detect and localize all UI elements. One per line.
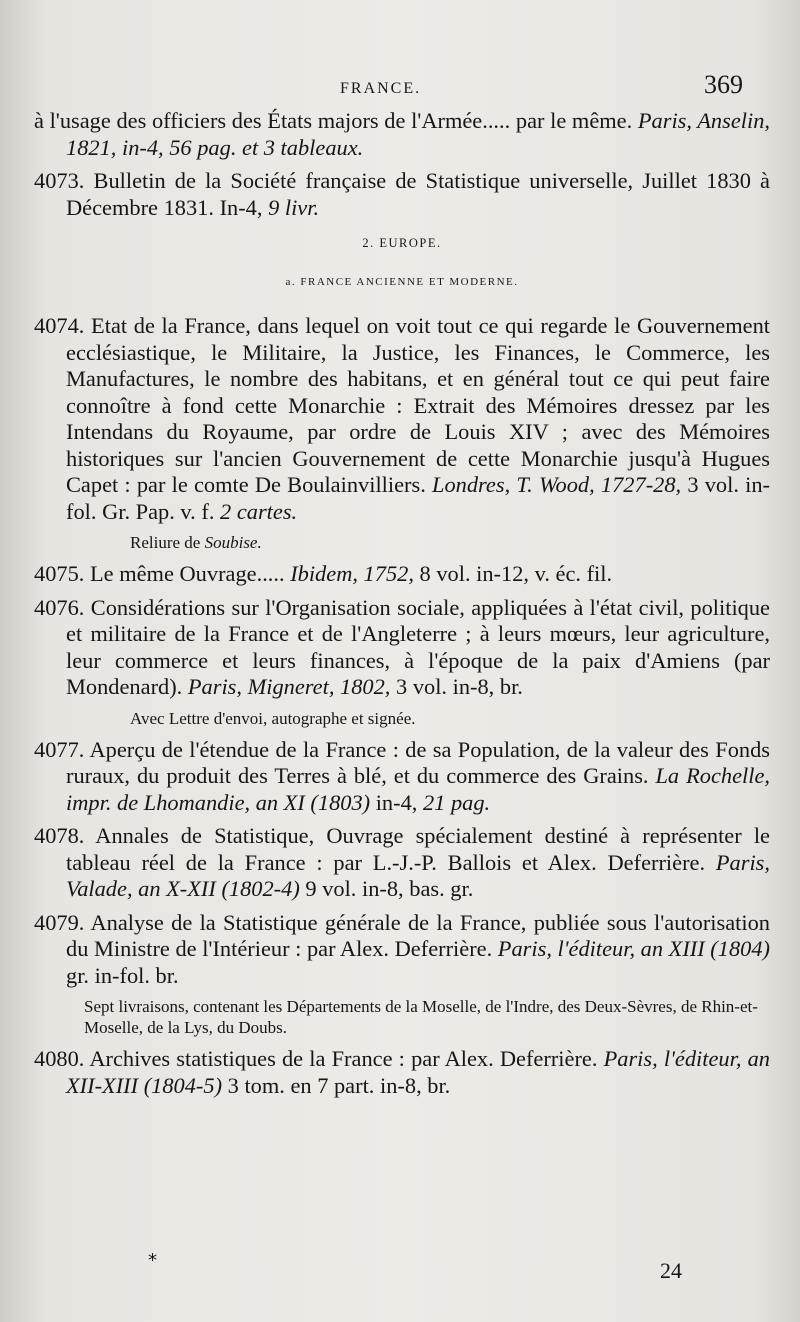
entry-text: Le même Ouvrage..... — [84, 561, 291, 586]
entry-text: Bulletin de la Société française de Statistique universelle, Juillet 1830 à Décembre 1831. In-4, — [66, 168, 770, 220]
signature-mark: 24 — [660, 1258, 682, 1283]
entry-imprint: Paris, l'éditeur, an XII-XIII (1804-5) — [66, 1046, 770, 1098]
entry-imprint: Londres, T. Wood, 1727-28, — [432, 472, 682, 497]
entry-tail: 3 vol. in-fol. Gr. Pap. v. f. — [66, 472, 770, 524]
entry-imprint: Paris, Migneret, 1802, — [187, 674, 391, 699]
entry-4076 — [34, 595, 770, 701]
running-head — [0, 68, 800, 108]
entry-tail: 3 tom. en 7 part. in-8, br. — [222, 1072, 451, 1098]
entry-number: 4079. — [34, 909, 85, 935]
note-italic: Soubise. — [204, 533, 262, 552]
entry-4074 — [34, 313, 770, 525]
entry-tail: 8 vol. in-12, v. éc. fil. — [413, 561, 613, 586]
entry-note — [130, 532, 770, 553]
page-footer — [0, 1250, 800, 1290]
entry-imprint: Paris, Valade, an X-XII (1802-4) — [66, 849, 770, 901]
entry-number: 4076. — [34, 594, 85, 620]
entry-tail: gr. in-fol. br. — [66, 962, 179, 988]
page-number: 369 — [704, 70, 743, 99]
entry-imprint: Ibidem, 1752, — [290, 561, 414, 586]
asterisk-mark: * — [148, 1250, 157, 1271]
section-heading: 2. EUROPE. — [362, 236, 442, 250]
entry-text: Aperçu de l'étendue de la France : de sa Population, de la valeur des Fonds ruraux, du produit des Terres à blé, et du commerce des Grains. — [66, 736, 770, 788]
entry-4079 — [34, 910, 770, 990]
entry-4080 — [34, 1046, 770, 1099]
entry-imprint: Paris, Anselin, 1821, in-4, 56 pag. et 3 tableaux. — [66, 108, 770, 160]
entry-text: à l'usage des officiers des États majors de l'Armée..... par le même. — [34, 108, 638, 133]
entry-tail: 3 vol. in-8, br. — [390, 674, 523, 699]
entry-imprint: La Rochelle, impr. de Lhomandie, an XI (1803) — [66, 763, 770, 815]
note-prefix: Reliure de — [130, 533, 205, 552]
entry-text: Analyse de la Statistique générale de la France, publiée sous l'autorisation du Ministre de l'Intérieur : par Alex. Deferrière. — [66, 909, 770, 961]
subsection-heading: a. FRANCE ANCIENNE ET MODERNE. — [285, 276, 519, 288]
entry-tail: 9 vol. in-8, bas. gr. — [299, 876, 474, 901]
entry-4075 — [34, 561, 770, 588]
entry-tail-italic: 21 pag. — [422, 789, 491, 815]
entry-text: Etat de la France, dans lequel on voit tout ce qui regarde le Gouvernement ecclésiastique, le Militaire, la Justice, les Finances, le Commerce, les Manufactures, le nombre des habitans, et en général tout ce qui peut faire connoître à fond cette Monarchie : Extrait des Mémoires dressez par les Intendans du Royaume, par ordre de Louis XIV ; avec des Mémoires historiques sur l'ancien Gouvernement de cette Monarchie jusqu'à Hugues Capet : par le comte De Boulainvilliers. — [66, 313, 770, 497]
entry-4077 — [34, 737, 770, 817]
entry-text: Archives statistiques de la France : par Alex. Deferrière. — [84, 1046, 604, 1071]
entry-note: Sept livraisons, contenant les Départements de la Moselle, de l'Indre, des Deux-Sèvres, de Rhin-et-Moselle, de la Lys, du Doubs. — [84, 997, 758, 1037]
entry-4078 — [34, 823, 770, 903]
entry-number: 4073. — [34, 168, 85, 193]
entry-text: Annales de Statistique, Ouvrage spécialement destiné à représenter le tableau réel de la France : par L.-J.-P. Ballois et Alex. Deferrière. — [66, 823, 770, 875]
entry-tail-italic: 2 cartes. — [220, 498, 298, 524]
entry-imprint: Paris, l'éditeur, an XIII (1804) — [497, 936, 770, 961]
catalogue-body — [34, 108, 770, 1106]
entry-note: Avec Lettre d'envoi, autographe et signée. — [130, 708, 416, 728]
entry-number: 4075. — [34, 561, 85, 586]
entry-tail: in-4, — [370, 789, 423, 815]
running-title: FRANCE. — [340, 80, 422, 97]
entry-number: 4078. — [34, 823, 85, 848]
entry-4073 — [34, 168, 770, 221]
entry-number: 4077. — [34, 736, 85, 762]
entry-number: 4080. — [34, 1046, 85, 1071]
entry-tail: 9 livr. — [268, 194, 320, 220]
entry-number: 4074. — [34, 313, 85, 338]
entry-continuation — [34, 108, 770, 161]
entry-text: Considérations sur l'Organisation sociale, appliquées à l'état civil, politique et militaire de la France et de l'Angleterre ; à leurs mœurs, leur agriculture, leur commerce et leurs finances, à l'époque de la paix d'Amiens (par Mondenard). — [66, 594, 770, 699]
